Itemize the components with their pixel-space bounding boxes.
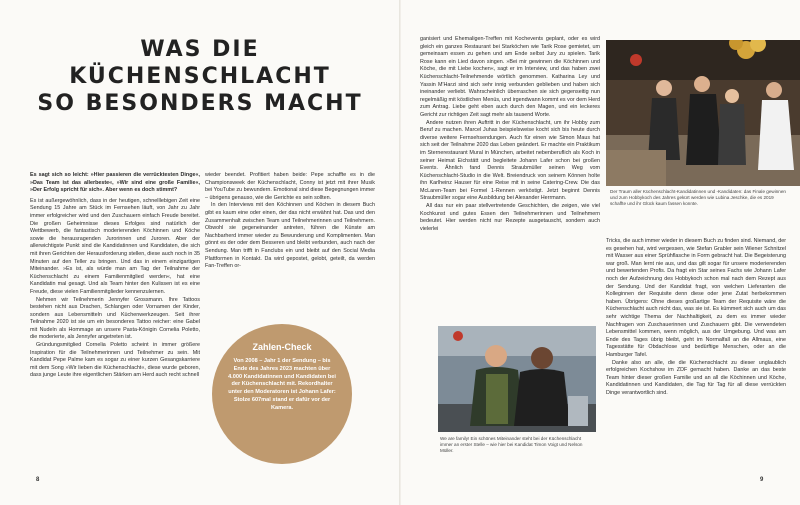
paragraph: Nehmen wir Teilnehmerin Jennyfer Grossmann. Ihre Tattoos bestehen nicht aus Drachen, Schlangen oder Vornamen der Kinder, sondern aus Lebensmitteln und Küchenwerkzeugen. Seit ihrer Teilnahme 2020 ist sie um ein besonderes Tattoo reicher: eine Gabel mit Nudeln als Hommage an unsere Pasta-Königin Cornelia Poletto, die moderierte, als Jennyfer angetreten ist.	[30, 296, 200, 341]
title-line-2: KÜCHENSCHLACHT	[69, 64, 331, 89]
paragraph: Es ist außergewöhnlich, dass in der heutigen, schnelllebigen Zeit eine Sendung 15 Jahre am Stück im Fernsehen läuft, von Jahr zu Jahr immer erfolgreicher wird und den Zuschauern einfach Freude bereitet. Die großen Geheimnisse dieses Erfolges sind natürlich der Wettbewerb, die fantastisch moderierenden Köchinnen und Köche sowie die herausragenden Jurorinnen und Juroren. Aber der allerwichtigste Punkt sind die Kandidatinnen und Kandidaten, die sich mit ihren Gerichten der Herausforderung stellen, diese auch noch in 35 Minuten auf den Teller zu bringen. Und das in einem einzigartigen Miteinander. »Es ist, als würde man am Tag der Teilnahme der Küchenschlacht zu einem Familienmitglied werden«, hat eine Kandidatin mal gesagt. Und als Team hinter den Kulissen ist es eine Freude, diese vielen Familienmitglieder kennenzulernen.	[30, 197, 200, 295]
family-photo-caption: We are family! Ein schönes Miteinander steht bei der Küchenschlacht immer an erster Stelle – wie hier bei Kandidat Timon Voigt und Nelson Müller.	[440, 436, 583, 454]
family-photo-illustration	[438, 326, 596, 432]
paragraph: Danke also an alle, die die Küchenschlacht zu dieser unglaublich erfolgreichen Kochshow im ZDF gemacht haben. Danke an das beste Team hinter dieser großen Familie und an all die Köchinnen und Köche, Kandidatinnen und Kandidaten, die Tag für Tag für all diese verrückten Dinge verantwortlich sind.	[606, 359, 786, 396]
paragraph: In den Interviews mit den Köchinnen und Köchen in diesem Buch gibt es kaum eine oder einen, der das nicht erwähnt hat. Das und den Zusammenhalt zwischen Team und Teilnehmerinnen und Teilnehmern. Obwohl sie gegeneinander antreten, führen die Künste am Nachbarherd immer wieder zu Bewunderung und Komplimenten. Man gönnt es der oder dem Besseren und bleibt verbunden, auch nach der Sendung. Man trifft in Fanclubs ein und bleibt auf den Social Media Plattformen in Kontakt. Da wird gepostet, gelobt, geteilt, da werden Fan-Treffen or-	[205, 202, 375, 270]
paragraph: Andere nutzen ihren Auftritt in der Küchenschlacht, um ihr Hobby zum Beruf zu machen. Marcel Juhas beispielsweise kocht sich bis heute durch diverse weitere Fernsehsendungen. Auch für einen wie Simon Maus hat sich seit der Teilnahme 2020 das Leben geändert. Er machte ein Praktikum im Sternerestaurant Mural in München, arbeitet nebenberuflich als Koch in seiner Heimat Eichstätt und begleitete Johann Lafer schon bei großen Events. Ähnlich fand Dennis Straubmüller seinen Weg vom Küchenschlacht-Studio in die Welt. Breiendruck von seinem Können holte ihn Karlheinz Hauser für eine Reise mit in seine Catering-Crew. Die das McLaren-Team bei Formel 1-Rennen verköstigt. Jetzt beginnt Dennis Straubmüller sogar eine Ausbildung bei Alexander Herrmann.	[420, 119, 600, 202]
facts-circle	[212, 324, 352, 464]
paragraph: Tricks, die auch immer wieder in diesem Buch zu finden sind. Niemand, der es gesehen hat, wird vergessen, wie Stefan Grabler sein Wiener Schnitzel mit Wasser aus einer Sprühflasche in Form gebracht hat. Die Begeisterung war groß. Man lernt nie aus, und das gilt sogar für unsere moderierenden und bewertenden Profis. Da fragt ein Star seines Fachs wie Johann Lafer noch der Aufzeichnung des Hobbykoch schon mal nach dem Rezept aus der Sendung. Und der Kandidat fragt, von welchen Lieferanten die Kolleginnen der Requisite denn diese oder jene Zutat herbekommen haben. Übrigens: Ohne dieses großartige Team der Requisite wäre die Küchenschlacht auch nicht das, was sie ist. Es kümmert sich auch um das sehr wichtige Thema der Nachhaltigkeit, zu dem es immer wieder Nachfragen von Zuschauerinnen und Zuschauern gibt. Die verwendeten Lebensmittel kommen, wenn möglich, aus der Umgebung. Und was am Ende des Tages übrig bleibt, geht im Normalfall an die Allmaus, eine Tagesstätte für Obdachlose und bedürftige Menschen, oder an die Hamburger Tafel.	[606, 238, 786, 358]
paragraph: wieder beendet. Profitiert haben beide: Pepe schaffte es in die Championsweek der Küchenschlacht, Conny ist jetzt mit ihrer Musik bei YouTube zu bewundern. Emotional sind diese Begegnungen immer – übrigens genauso, wie die Gerichte es sein sollten.	[205, 172, 375, 201]
facts-text: Von 2008 – Jahr 1 der Sendung – bis Ende des Jahres 2023 machten über 4.000 Kandidatinnen und Kandidaten bei der Küchenschlacht mit. Rekordhalter unter den Moderatoren ist Johann Lafer: Stolze 607mal stand er dafür vor der Kamera.	[228, 358, 336, 411]
article-title	[0, 36, 400, 117]
facts-heading: Zahlen-Check	[252, 342, 312, 352]
family-photo	[438, 326, 596, 432]
lead-paragraph: Es sagt sich so leicht: »Hier passieren die verrücktesten Dinge«, »Das Team ist das allerbeste«, »Wir sind eine große Familie«, »Der Erfolg spricht für sich«. Aber wenn es doch stimmt?	[30, 172, 200, 194]
text-column-3	[420, 36, 600, 326]
finale-photo-illustration	[606, 40, 800, 186]
page-number-right: 9	[760, 477, 764, 483]
title-line-1: WAS DIE	[140, 37, 260, 62]
paragraph: All das nur ein paar stellvertretende Geschichten, die zeigen, wie viel Kochkunst und gutes Essen den Teilnehmerinnen und Teilnehmern bedeutet. Hier werden nicht nur Rezepte ausgetauscht, sondern auch vielerlei	[420, 203, 600, 232]
finale-photo-caption: Der Traum aller Küchenschlacht-Kandidatinnen und -Kandidaten: das Finale gewinnen und zum Hobbykoch des Jahres gekürt werden wie Lubina Jeschke, die es 2019 schaffte und ihr Glück kaum fassen konnte.	[610, 189, 786, 207]
paragraph: Gründungsmitglied Cornelia Poletto scheint in immer größere Inspiration für die Teilnehmerinnen und Teilnehmer zu sein. Mit Kandidat Pepe Palme kam es sogar zu einer kurzen Gesangskarriere mit dem Song »Wir lieben die Küchenschlacht«, diese wurde geboren, dass junge Leute ihre eigentlichen Stärken am Herd auch recht schnell	[30, 342, 200, 379]
text-column-2	[205, 172, 375, 332]
paragraph: ganisiert und Ehemaligen-Treffen mit Kochevents geplant, oder es wird gleich ein ganzes Restaurant bei Starköchen wie Tarik Rose gemietet, um gemeinsam essen zu gehen und am Ende selbst Jury zu spielen. Tarik Rose kann ein Lied davon singen. »Bei mir gewinnen die Köchinnen und Köche, die mit Liebe kochen«, sagt er im Interview, und das haben zwei Küchenschlacht-Teilnehmende wörtlich genommen. Katharina Ley und Yassin M'Harzi sind sich sehr innig verbunden geblieben und haben sich ineinander verliebt. Wahrscheinlich überraschen sie sich gegenseitig nun regelmäßig mit köstlichen Menüs, und irgendwann kommt es vor dem Herd zum Antrag. Liebe geht eben auch durch den Magen, und ein leckeres Gericht zur richtigen Zeit sagt mehr als tausend Worte.	[420, 36, 600, 118]
text-column-4	[606, 238, 786, 468]
page-number-left: 8	[36, 477, 40, 483]
finale-photo	[606, 40, 800, 186]
text-column-1	[30, 172, 200, 472]
title-line-3: SO BESONDERS MACHT	[37, 91, 363, 116]
